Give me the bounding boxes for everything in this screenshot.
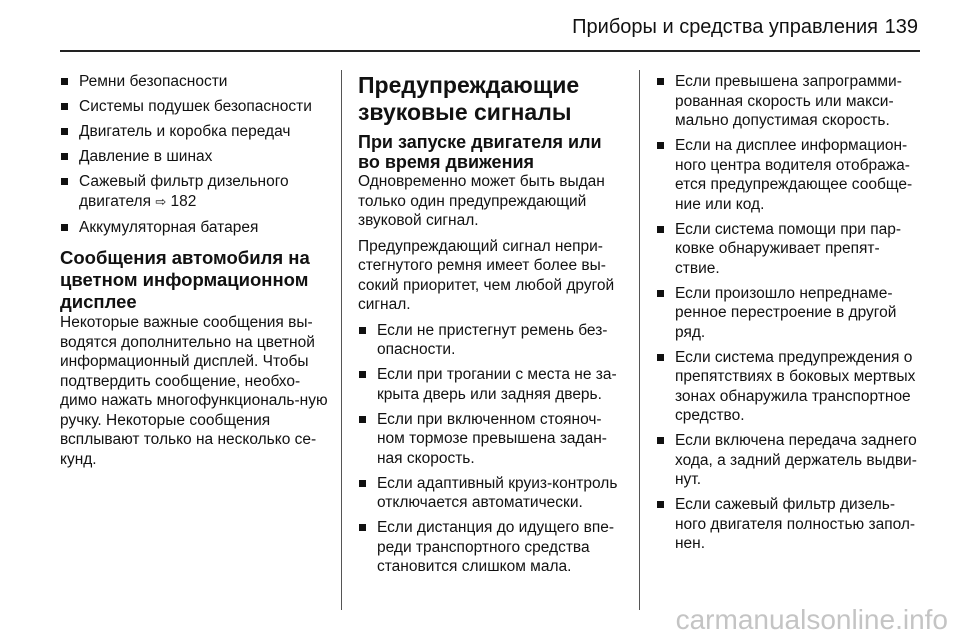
column-right <box>656 72 922 559</box>
bullet-square-icon <box>657 226 664 233</box>
section-title-warning-chimes: Предупреждающие звуковые сигналы <box>358 72 580 125</box>
list-item: Если включена передача заднего хода, а задний держатель выдви-нут. <box>656 431 922 490</box>
list-item: Аккумуляторная батарея <box>60 218 328 238</box>
bullet-square-icon <box>61 178 68 185</box>
column-divider-left <box>341 70 342 610</box>
bullet-square-icon <box>657 354 664 361</box>
bullet-square-icon <box>657 290 664 297</box>
section-text-color-display: Некоторые важные сообщения вы-водятся дополнительно на цветной информационный дисплей. Чтобы подтвердить сообщение, необхо-димо нажать многофункциональ-ную ручку. Некоторые сообщения всплывают только на несколько се-кунд. <box>60 314 328 468</box>
bullet-square-icon <box>359 327 366 334</box>
header-title: Приборы и средства управления <box>572 16 878 38</box>
list-item: Ремни безопасности <box>60 72 328 92</box>
header-rule <box>60 50 920 52</box>
list-item: Если произошло непреднаме-ренное перестроение в другой ряд. <box>656 284 922 343</box>
column-middle <box>358 72 624 582</box>
bullet-square-icon <box>657 501 664 508</box>
bullet-square-icon <box>657 437 664 444</box>
paragraph-belt-priority: Предупреждающий сигнал непри-стегнутого ремня имеет более вы-сокий приоритет, чем любой другой сигнал. <box>358 237 615 313</box>
page-number: 139 <box>884 16 918 38</box>
bullet-square-icon <box>359 524 366 531</box>
list-item: Если на дисплее информацион-ного центра водителя отобража-ется предупреждающее сообще-ние или код. <box>656 136 922 214</box>
list-item: Если при трогании с места не за-крыта дверь или задняя дверь. <box>358 365 624 404</box>
bullet-square-icon <box>657 78 664 85</box>
page-ref-link[interactable]: 182 <box>170 192 197 210</box>
list-item: Давление в шинах <box>60 147 328 167</box>
watermark-text: carmanualsonline.info <box>675 604 948 635</box>
list-item: Если сажевый фильтр дизель-ного двигателя полностью запол-нен. <box>656 495 922 554</box>
page-header <box>0 12 960 46</box>
page-ref-arrow-icon: ⇨ <box>155 194 167 210</box>
warning-conditions-list <box>358 321 624 577</box>
paragraph-one-chime: Одновременно может быть выдан только один предупреждающий звуковой сигнал. <box>358 173 605 229</box>
list-item: Если адаптивный круиз-контроль отключается автоматически. <box>358 474 624 513</box>
column-divider-right <box>639 70 640 610</box>
list-item: Системы подушек безопасности <box>60 97 328 117</box>
bullet-square-icon <box>657 142 664 149</box>
bullet-square-icon <box>61 128 68 135</box>
list-item-diesel-filter: Сажевый фильтр дизельного двигателя ⇨ 182 <box>60 172 328 212</box>
section-title-color-display: Сообщения автомобиля на цветном информационном дисплее <box>60 247 310 312</box>
list-item: Если система помощи при пар-ковке обнаруживает препят-ствие. <box>656 220 922 279</box>
column-left <box>60 72 328 475</box>
list-item: Если дистанция до идущего впе-реди транспортного средства становится слишком мала. <box>358 518 624 577</box>
bullet-square-icon <box>359 416 366 423</box>
bullet-square-icon <box>61 153 68 160</box>
list-item: Двигатель и коробка передач <box>60 122 328 142</box>
subsection-title-starting-driving: При запуске двигателя или во время движения <box>358 132 602 172</box>
bullet-square-icon <box>61 103 68 110</box>
list-item: Если не пристегнут ремень без-опасности. <box>358 321 624 360</box>
list-item: Если система предупреждения о препятствиях в боковых мертвых зонах обнаружила транспортное средство. <box>656 348 922 426</box>
list-item: Если превышена запрограмми-рованная скорость или макси-мально допустимая скорость. <box>656 72 922 131</box>
display-topics-list <box>60 72 328 237</box>
bullet-square-icon <box>61 78 68 85</box>
warning-conditions-list-continued <box>656 72 922 554</box>
bullet-square-icon <box>359 371 366 378</box>
bullet-square-icon <box>359 480 366 487</box>
bullet-square-icon <box>61 224 68 231</box>
list-item: Если при включенном стояноч-ном тормозе превышена задан-ная скорость. <box>358 410 624 469</box>
